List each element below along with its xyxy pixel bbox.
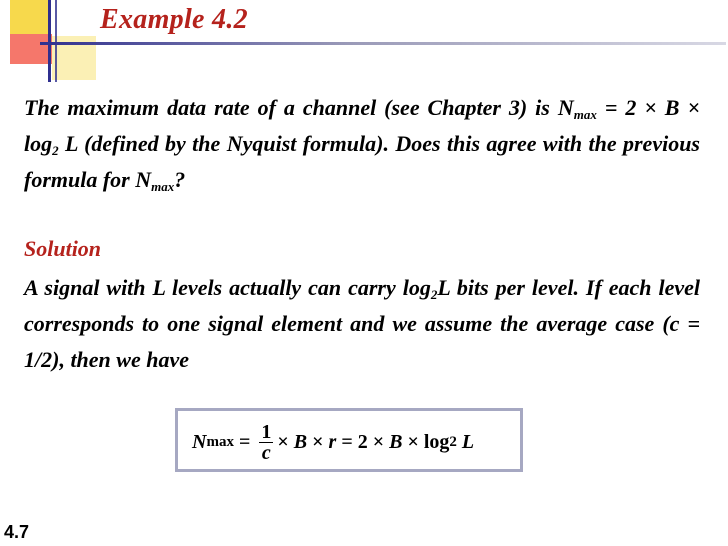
fraction-numerator: 1 <box>261 420 272 443</box>
decor-vertical-line <box>48 0 51 82</box>
question-sub-3: max <box>151 179 175 194</box>
formula-equals: = <box>233 430 256 453</box>
formula-B1: B <box>293 430 308 453</box>
decor-vertical-line-2 <box>55 0 57 82</box>
fraction-denominator: c <box>261 441 271 464</box>
nyquist-formula <box>192 418 474 466</box>
formula-op-4: × log <box>402 430 450 453</box>
decor-red-square <box>10 34 52 64</box>
formula-op-1: × <box>277 430 294 453</box>
slide-number: 4.7 <box>4 522 30 542</box>
solution-paragraph <box>24 270 700 378</box>
question-text-2: = 2 × B × log <box>24 95 700 156</box>
formula-r: r <box>328 430 337 453</box>
formula-op-2: × <box>307 430 329 453</box>
question-paragraph <box>24 90 700 198</box>
solution-heading: Solution <box>24 236 102 261</box>
question-sub-1: max <box>573 107 597 122</box>
formula-fraction <box>259 422 273 463</box>
formula-log-sub: 2 <box>449 433 457 450</box>
decor-horizontal-rule <box>40 42 726 45</box>
question-sub-2: 2 <box>52 143 59 158</box>
formula-lhs-sub: max <box>206 433 234 450</box>
slide-title: Example 4.2 <box>100 4 248 35</box>
solution-text-1: A signal with L levels actually can carry log <box>24 275 431 300</box>
formula-L: L <box>456 430 475 453</box>
formula-box <box>175 408 523 472</box>
question-text-3: L (defined by the Nyquist formula). Does this agree with the previous formula for N <box>24 131 700 192</box>
question-text-4: ? <box>174 167 186 192</box>
formula-lhs: N <box>192 430 207 453</box>
formula-op-3: = 2 × <box>336 430 390 453</box>
question-text-1: The maximum data rate of a channel (see Chapter 3) is N <box>24 95 574 120</box>
formula-B2: B <box>389 430 403 453</box>
decor-yellow-square <box>10 0 50 34</box>
solution-text-2: L bits per level. If each level corresponds to one signal element and we assume the average case (c = 1/2), then we have <box>24 275 700 372</box>
solution-sub-1: 2 <box>430 287 438 302</box>
